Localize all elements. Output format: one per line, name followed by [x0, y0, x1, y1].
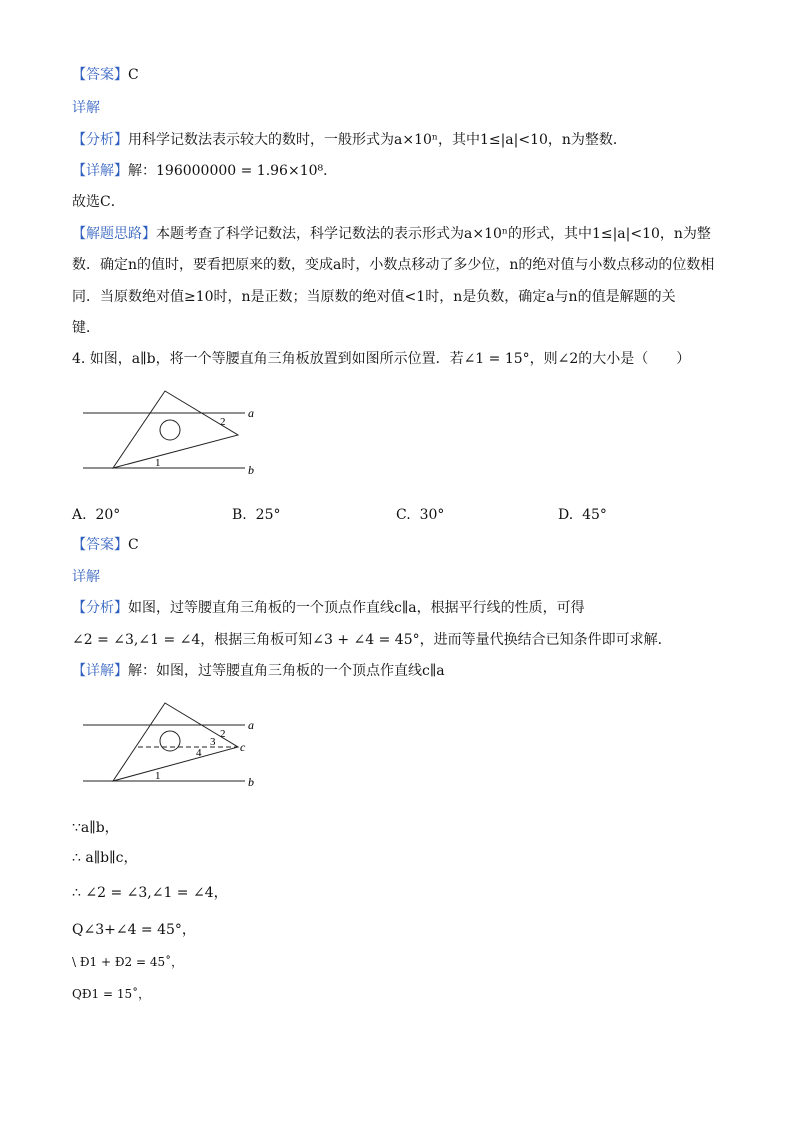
solution-figure [70, 697, 280, 797]
option-a [72, 505, 120, 525]
label-angle-1: 1 [155, 457, 161, 469]
analysis-text-2a: 如图，过等腰直角三角板的一个顶点作直线c∥a，根据平行线的性质，可得 [128, 600, 585, 616]
label-angle-1-2: 1 [155, 770, 161, 782]
step-line-1: ∵a∥b， [72, 820, 119, 836]
answer-line-2 [72, 535, 139, 555]
answer-tag: 【答案】 [72, 67, 128, 83]
triangle-ruler-2 [113, 703, 238, 781]
detail-heading-1 [72, 98, 100, 118]
label-a-2: a [248, 718, 254, 732]
detail-heading-2 [72, 567, 100, 587]
detail-text: 解：196000000 = 1.96×10⁸． [128, 163, 338, 179]
ruler-hole-2 [160, 731, 180, 751]
thinking-tag: 【解题思路】 [72, 226, 156, 242]
option-b-value: 25° [255, 507, 281, 523]
option-a-value: 20° [95, 507, 121, 523]
detail-text-2: 解：如图，过等腰直角三角板的一个顶点作直线c∥a [128, 663, 445, 679]
option-d-letter: D. [558, 507, 574, 523]
detail-tag: 详解 [72, 100, 100, 116]
option-b-letter: B. [232, 507, 247, 523]
option-c-value: 30° [419, 507, 445, 523]
label-angle-4: 4 [196, 747, 202, 759]
detail-tag-2: 详解 [72, 569, 100, 585]
choose-line: 故选C． [72, 194, 125, 210]
step-line-3: ∴ ∠2 = ∠3,∠1 = ∠4， [72, 885, 228, 901]
ruler-hole [160, 420, 180, 440]
option-d-value: 45° [582, 507, 607, 523]
answer-line-1 [72, 65, 139, 85]
option-c [396, 505, 444, 525]
label-angle-2-2: 2 [220, 728, 226, 740]
label-b-2: b [248, 775, 254, 789]
detail-line-1 [72, 161, 337, 181]
detail-label: 【详解】 [72, 163, 128, 179]
step-line-4: Q∠3+∠4 = 45°， [72, 922, 196, 938]
answer-tag-2: 【答案】 [72, 537, 128, 553]
label-a: a [248, 406, 254, 420]
step-line-2: ∴ a∥b∥c， [72, 850, 138, 866]
thinking-line-3: 同．当原数绝对值≥10时，n是正数；当原数的绝对值<1时，n是负数，确定a与n的值是解题的关 [72, 289, 676, 305]
analysis-tag: 【分析】 [72, 132, 128, 148]
detail-line-2 [72, 661, 445, 681]
option-d [558, 505, 607, 525]
option-c-letter: C. [396, 507, 411, 523]
option-a-letter: A. [72, 507, 87, 523]
label-b: b [248, 463, 254, 477]
analysis-line-2 [72, 598, 585, 618]
label-c-2: c [240, 740, 246, 754]
step-line-5: \ Ð1 + Ð2 = 45˚， [72, 955, 184, 969]
label-angle-2: 2 [220, 416, 226, 428]
option-b [232, 505, 280, 525]
step-line-6: QÐ1 = 15˚， [72, 987, 151, 1001]
answer-value: C [128, 67, 139, 83]
analysis-line-1 [72, 130, 627, 150]
analysis-tag-2: 【分析】 [72, 600, 128, 616]
thinking-text-1: 本题考查了科学记数法，科学记数法的表示形式为a×10ⁿ的形式，其中1≤|a|<10，n为整 [156, 226, 711, 242]
triangle-ruler [113, 391, 238, 468]
thinking-line-4: 键． [72, 320, 100, 336]
analysis-text: 用科学记数法表示较大的数时，一般形式为a×10ⁿ，其中1≤|a|<10，n为整数． [128, 132, 627, 148]
analysis-line-2b: ∠2 = ∠3,∠1 = ∠4，根据三角板可知∠3 + ∠4 = 45°，进而等量代换结合已知条件即可求解． [72, 632, 672, 648]
question-figure [70, 385, 280, 485]
thinking-line-2: 数．确定n的值时，要看把原来的数，变成a时，小数点移动了多少位，n的绝对值与小数点移动的位数相 [72, 257, 715, 273]
detail-label-2: 【详解】 [72, 663, 128, 679]
label-angle-3: 3 [210, 736, 216, 748]
thinking-line-1 [72, 224, 711, 244]
question-4-text: 4. 如图，a∥b，将一个等腰直角三角板放置到如图所示位置．若∠1 = 15°，则∠2的大小是（ ） [72, 351, 691, 367]
answer-value-2: C [128, 537, 139, 553]
